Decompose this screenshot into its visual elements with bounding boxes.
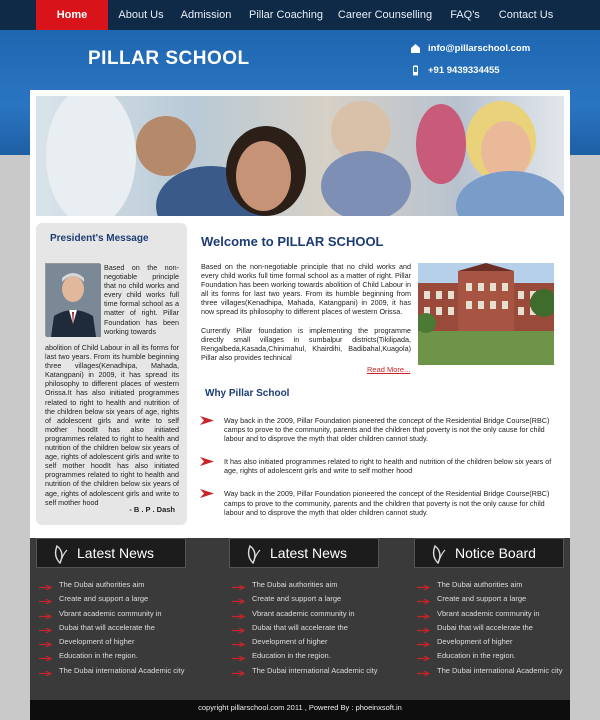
- notice-item[interactable]: [414, 637, 564, 651]
- nav-career-counselling[interactable]: Career Counselling: [337, 9, 433, 21]
- top-navigation: [0, 0, 600, 30]
- why-bullet-text: Way back in the 2009, Pillar Foundation pioneered the concept of the Residential Bridge Course(RBC) camps to prove to the community, parents and the children that poverty is not the only cause for child labour and to disprove the myth that older children cannot study.: [224, 489, 550, 517]
- why-pillar-heading: Why Pillar School: [205, 388, 290, 399]
- phone-text: +91 9439334455: [428, 65, 500, 76]
- welcome-heading: Welcome to PILLAR SCHOOL: [201, 234, 384, 249]
- nav-contact-us[interactable]: Contact Us: [498, 9, 554, 21]
- red-arrow-icon: [39, 669, 53, 674]
- leaf-icon: [429, 544, 447, 564]
- news-item[interactable]: [229, 666, 379, 680]
- notice-item-text: The Dubai international Academic city: [437, 665, 563, 675]
- list-item: [200, 457, 556, 475]
- president-signature: - B . P . Dash: [129, 505, 175, 514]
- read-more-link[interactable]: Read More...: [367, 365, 411, 374]
- news-item-text: Development of higher: [252, 637, 328, 647]
- news-item-text: The Dubai international Academic city: [59, 665, 185, 675]
- president-message-box: [36, 223, 187, 525]
- why-bullet-text: It has also initiated programmes related to right to health and nutrition of the children below six years of age, rights of adolescent girls and write to self mother hood: [224, 457, 552, 476]
- red-arrow-icon: [39, 640, 53, 645]
- notice-item[interactable]: [414, 651, 564, 665]
- red-arrow-icon: [417, 640, 431, 645]
- column-heading-text: Latest News: [77, 545, 155, 561]
- nav-about-us[interactable]: About Us: [118, 9, 164, 21]
- news-item-text: Create and support a large: [252, 594, 342, 604]
- news-item[interactable]: [229, 637, 379, 651]
- notice-item-text: Dubai that will accelerate the: [437, 622, 533, 632]
- red-arrow-icon: [417, 669, 431, 674]
- why-bullet-text: Way back in the 2009, Pillar Foundation pioneered the concept of the Residential Bridge Course(RBC) camps to prove to the community, parents and the children that poverty is not the only cause for child labour and to disprove the myth that older children cannot study.: [224, 416, 550, 444]
- copyright-text: copyright pillarschool.com 2011 , Powered By : phoeinxsoft.in: [198, 703, 402, 712]
- news-item-text: Vbrant academic community in: [252, 608, 355, 618]
- news-item-text: The Dubai authorities aim: [252, 580, 338, 589]
- red-arrow-icon: [417, 597, 431, 602]
- red-arrow-icon: [232, 669, 246, 674]
- red-arrow-icon: [232, 654, 246, 659]
- news-item[interactable]: [229, 609, 379, 623]
- notice-item-text: Create and support a large: [437, 594, 527, 604]
- welcome-text: [201, 262, 411, 371]
- news-item[interactable]: [36, 609, 186, 623]
- school-building-image: [418, 263, 554, 365]
- notice-item-text: Education in the region.: [437, 651, 516, 661]
- news-item-text: Development of higher: [59, 637, 135, 647]
- notice-item-text: The Dubai authorities aim: [437, 580, 523, 589]
- red-arrow-icon: [39, 583, 53, 588]
- notice-item[interactable]: [414, 580, 564, 594]
- notice-item[interactable]: [414, 609, 564, 623]
- leaf-icon: [51, 544, 69, 564]
- news-item-text: The Dubai authorities aim: [59, 580, 145, 589]
- red-arrow-icon: [200, 489, 214, 498]
- red-arrow-icon: [232, 612, 246, 617]
- news-item-text: Education in the region.: [59, 651, 138, 661]
- email-contact: [410, 43, 530, 54]
- welcome-paragraph-1: Based on the non-negotiable principle that no child works and every child works full time formal school as a matter of right. Pillar Foundation has been working towards abolition of Child Labour in all its forms for last two years. From its humble beginning from three villages(Kenadhipa, Mahada, Katangpani) in 2009, it has now spread its philosophy to different places of western Orissa.: [201, 262, 411, 317]
- president-message-body: abolition of Child Labour in all its forms for last two years. From its humble beginning three villages(Kenadhipa, Mahada, Katangpani) in 2009, it has spread its philosophy to different places of western Orissa.It has also initiated programmes related to right to health and nutrition of the children below six years of age, rights of adolescent girls and write to self mother hoodIt has also initiated programmes related to right to health and nutrition of the children below six years of age, rights of adolescent girls and write to self mother hoodIt has also initiated programmes related to right to health and nutrition of the children below six years of age, rights of adolescent girls and write to self mother hood: [45, 343, 179, 507]
- news-item[interactable]: [36, 594, 186, 608]
- red-arrow-icon: [39, 612, 53, 617]
- news-item-text: Dubai that will accelerate the: [252, 622, 348, 632]
- news-item-text: The Dubai international Academic city: [252, 665, 378, 675]
- welcome-paragraph-2: Currently Pillar foundation is implementing the programme directly small villages in sumbalpur districts(Tikilipada, Rengalbeda,Kasada,Chinimahul, Khairdihi, Badibahal,Kuagola) Pillar also provides technical: [201, 325, 411, 362]
- red-arrow-icon: [232, 626, 246, 631]
- site-footer: [30, 700, 570, 720]
- news-item[interactable]: [36, 666, 186, 680]
- news-item-text: Education in the region.: [252, 651, 331, 661]
- news-item[interactable]: [229, 594, 379, 608]
- home-mail-icon: [410, 43, 421, 54]
- notice-board-column: [414, 538, 564, 680]
- hero-students-image: [36, 96, 564, 216]
- leaf-icon: [244, 544, 262, 564]
- news-item[interactable]: [229, 580, 379, 594]
- notice-item-text: Vbrant academic community in: [437, 608, 540, 618]
- news-item[interactable]: [36, 651, 186, 665]
- site-logo-text[interactable]: PILLAR SCHOOL: [88, 48, 250, 69]
- red-arrow-icon: [417, 626, 431, 631]
- email-text[interactable]: info@pillarschool.com: [428, 43, 531, 54]
- news-item[interactable]: [36, 637, 186, 651]
- red-arrow-icon: [417, 583, 431, 588]
- president-photo: [45, 263, 100, 336]
- notice-item[interactable]: [414, 666, 564, 680]
- red-arrow-icon: [39, 654, 53, 659]
- notice-item[interactable]: [414, 594, 564, 608]
- news-item[interactable]: [36, 580, 186, 594]
- list-item: [200, 489, 556, 516]
- notice-item-text: Development of higher: [437, 637, 513, 647]
- column-heading-text: Latest News: [270, 545, 348, 561]
- nav-faqs[interactable]: FAQ's: [450, 9, 480, 21]
- column-heading: [36, 538, 186, 568]
- news-item-text: Create and support a large: [59, 594, 149, 604]
- news-item[interactable]: [229, 623, 379, 637]
- president-message-heading: President's Message: [50, 233, 149, 244]
- phone-icon: [410, 65, 421, 76]
- list-item: [200, 416, 556, 443]
- nav-home[interactable]: Home: [36, 0, 108, 30]
- column-heading: [229, 538, 379, 568]
- notice-item[interactable]: [414, 623, 564, 637]
- red-arrow-icon: [417, 654, 431, 659]
- why-pillar-list: [200, 416, 556, 531]
- red-arrow-icon: [200, 457, 214, 466]
- red-arrow-icon: [417, 612, 431, 617]
- phone-contact: [410, 65, 500, 76]
- nav-pillar-coaching[interactable]: Pillar Coaching: [249, 9, 323, 21]
- main-content-panel: [30, 90, 570, 538]
- latest-news-column-2: [229, 538, 379, 680]
- red-arrow-icon: [232, 597, 246, 602]
- red-arrow-icon: [39, 597, 53, 602]
- news-item-text: Vbrant academic community in: [59, 608, 162, 618]
- latest-news-column-1: [36, 538, 186, 680]
- red-arrow-icon: [39, 626, 53, 631]
- news-item-text: Dubai that will accelerate the: [59, 622, 155, 632]
- news-item[interactable]: [36, 623, 186, 637]
- president-message-intro: Based on the non-negotiable principle that no child works and every child works full time formal school as a matter of right. Pillar Foundation has been working towards: [104, 263, 179, 336]
- nav-admission[interactable]: Admission: [180, 9, 232, 21]
- news-item[interactable]: [229, 651, 379, 665]
- red-arrow-icon: [232, 583, 246, 588]
- column-heading: [414, 538, 564, 568]
- news-section: [30, 538, 570, 700]
- column-heading-text: Notice Board: [455, 545, 536, 561]
- red-arrow-icon: [200, 416, 214, 425]
- red-arrow-icon: [232, 640, 246, 645]
